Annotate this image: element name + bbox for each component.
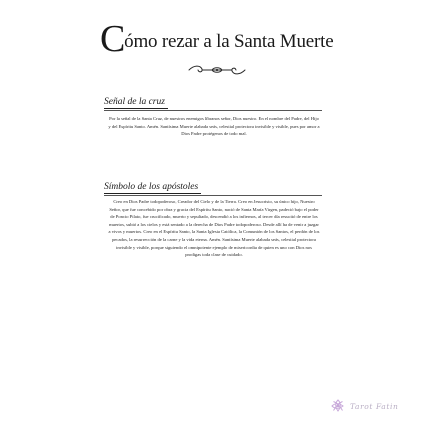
- section-heading-apostles-creed: [104, 181, 201, 194]
- title-initial: C: [100, 18, 126, 60]
- section-heading-sign-of-cross: [104, 96, 168, 109]
- section-paragraph-sign-of-cross: Por la señal de la Santa Cruz, de nuestros enemigos líbranos señor, Dios nuestro. En el nombre del Padre, del Hijo y del Espíritu Santo. Amén. Santísima Muerte alabada seás, celestial protectora invisible y visible, pues por amor a Dios Padre protégenos de todo mal.: [108, 116, 320, 137]
- section-divider: [104, 195, 322, 196]
- watermark-text: Tarot Fatin: [350, 402, 399, 411]
- section-heading-text: Señal de la cruz: [104, 96, 168, 109]
- title-text: ómo rezar a la Santa Muerte: [124, 31, 334, 52]
- section-paragraph-apostles-creed: Creo en Dios Padre todopoderoso, Creador del Cielo y de la Tierra. Creo en Jesucristo, su único hijo, Nuestro Señor, que fue concebido por obra y gracia del Espíritu Santo, nació de Santa María Virgen, padeció bajo el poder de Poncio Pilato, fue crucificado, muerto y sepultado, descendió a los infiernos, al tercer día resucitó de entre los muertos, subió a los cielos y está sentado a la derecha de Dios Padre todopoderoso. Desde allí ha de venir a juzgar a vivos y muertos. Creo en el Espíritu Santo, la Santa Iglesia Católica, la Comunión de los Santos, el perdón de los pecados, la resurrección de la carne y la vida eterna. Amén. Santísima Muerte alabada seás, celestial protectora invisible y visible, porque siguiendo el omnipotente ejemplo de misericordia de quien es uno con Dios nos prodigas toda clase de cuidado.: [108, 199, 320, 258]
- section-heading-text: Símbolo de los apóstoles: [104, 181, 201, 194]
- lotus-logo-icon: [330, 398, 346, 414]
- watermark: [330, 396, 426, 418]
- section-divider: [104, 110, 322, 111]
- page-title: [100, 18, 360, 60]
- flourish-divider-icon: [186, 64, 248, 76]
